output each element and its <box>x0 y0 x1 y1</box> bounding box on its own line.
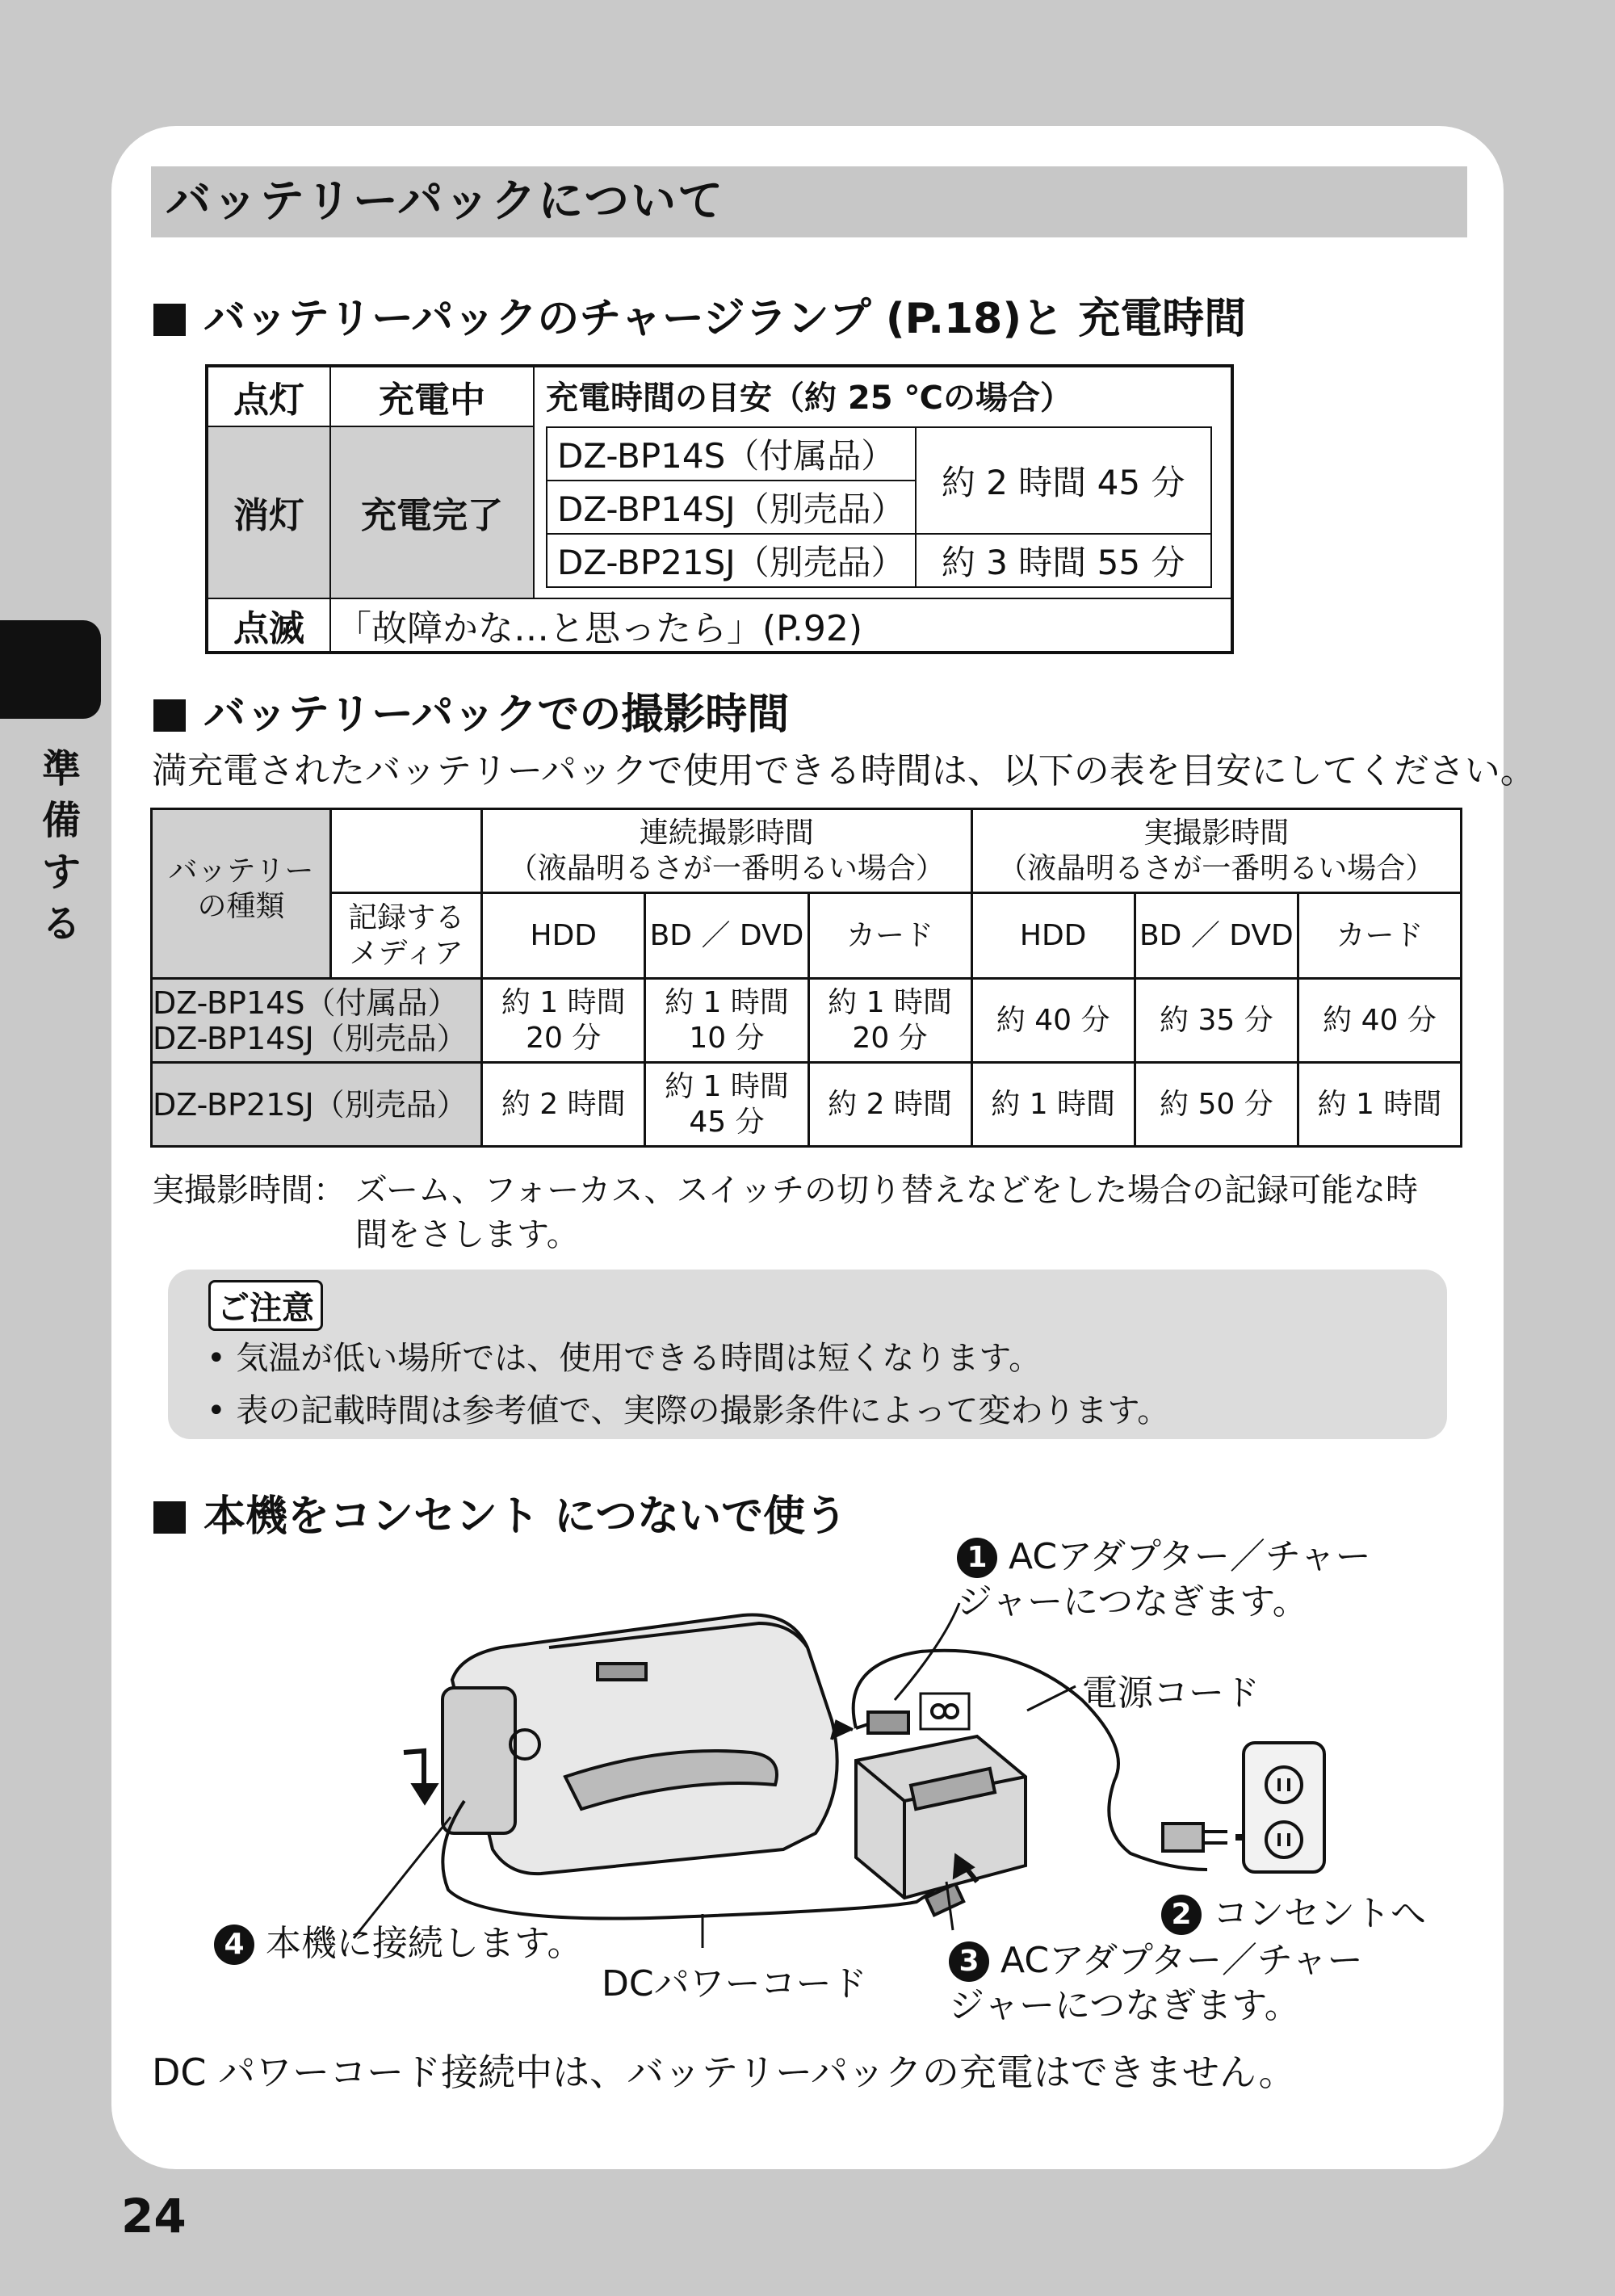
step3-label <box>949 1938 1363 2029</box>
lamp-on-cell: 点灯 <box>207 366 330 426</box>
charged-cell: 充電完了 <box>330 426 534 599</box>
media-cell: BD ／ DVD <box>645 893 808 979</box>
battery-type-header: バッテリー の種類 <box>152 809 331 979</box>
time-value-cell: 約 40 分 <box>971 979 1135 1063</box>
step1-label <box>957 1534 1371 1625</box>
time-value-cell: 約 1 時間 45 分 <box>645 1063 808 1147</box>
time-cell: 約 2 時間 45 分 <box>916 427 1211 534</box>
step-number-4: 4 <box>214 1925 254 1965</box>
ac-adapter-icon <box>856 1736 1026 1898</box>
step3-text: ACアダプター／チャー ジャーにつなぎます。 <box>949 1940 1363 2026</box>
caution-item-text: 気温が低い場所では、使用できる時間は短くなります。 <box>236 1340 1042 1377</box>
model-cell: DZ-BP14S（付属品） <box>547 427 916 481</box>
time-value-cell: 約 40 分 <box>1298 979 1461 1063</box>
time-value-cell: 約 1 時間 <box>971 1063 1135 1147</box>
battery-name-cell: DZ-BP21SJ（別売品） <box>152 1063 482 1147</box>
step-number-3: 3 <box>949 1941 989 1982</box>
caution-item: • 表の記載時間は参考値で、実際の撮影条件によって変わります。 <box>207 1392 1170 1429</box>
lamp-off-cell: 消灯 <box>207 426 330 599</box>
wall-outlet-icon <box>1244 1743 1324 1872</box>
step2-label <box>1161 1884 1426 1936</box>
camcorder-icon <box>443 1615 837 1874</box>
charge-time-heading: 充電時間の目安（約 25 ℃の場合） <box>546 380 1072 417</box>
time-value-cell: 約 35 分 <box>1135 979 1298 1063</box>
lamp-blink-cell: 点滅 <box>207 598 330 653</box>
time-cell: 約 3 時間 55 分 <box>916 534 1211 587</box>
heading-text: 本機をコンセント につないで使う <box>203 1492 848 1541</box>
footnote-label: 実撮影時間： <box>152 1172 346 1209</box>
battery-name-cell: DZ-BP14S（付属品） DZ-BP14SJ（別売品） <box>152 979 482 1063</box>
media-header: 記録する メディア <box>330 893 481 979</box>
media-cell: HDD <box>482 893 645 979</box>
footnote-line1: ズーム、フォーカス、スイッチの切り替えなどをした場合の記録可能な時 <box>355 1172 1418 1209</box>
model-cell: DZ-BP14SJ（別売品） <box>547 481 916 534</box>
time-value-cell: 約 2 時間 <box>808 1063 971 1147</box>
continuous-time-header: 連続撮影時間 （液晶明るさが一番明るい場合） <box>482 809 971 893</box>
media-cell: カード <box>808 893 971 979</box>
bottom-note: DC パワーコード接続中は、バッテリーパックの充電はできません。 <box>152 2050 1296 2094</box>
actual-time-header: 実撮影時間 （液晶明るさが一番明るい場合） <box>971 809 1461 893</box>
heading-text: バッテリーパックでの撮影時間 <box>203 690 790 739</box>
caution-item-text: 表の記載時間は参考値で、実際の撮影条件によって変わります。 <box>236 1392 1170 1429</box>
blink-info-cell: 「故障かな…と思ったら」(P.92) <box>330 598 1232 653</box>
step4-text: 本機に接続します。 <box>266 1923 583 1964</box>
step1-text: ACアダプター／チャー ジャーにつなぎます。 <box>957 1536 1371 1622</box>
caution-title: ご注意 <box>208 1280 323 1331</box>
time-value-cell: 約 2 時間 <box>482 1063 645 1147</box>
time-value-cell: 約 1 時間 <box>1298 1063 1461 1147</box>
step-number-2: 2 <box>1161 1895 1202 1935</box>
footnote-line2: 間をさします。 <box>355 1216 579 1253</box>
caution-item: • 気温が低い場所では、使用できる時間は短くなります。 <box>207 1340 1042 1377</box>
step4-label <box>214 1914 582 1966</box>
dc-cord-label: DCパワーコード <box>602 1963 867 2004</box>
power-cord-label: 電源コード <box>1082 1673 1260 1714</box>
side-tab-label: 準備する <box>41 746 81 947</box>
heading-text: バッテリーパックのチャージランプ (P.18)と 充電時間 <box>203 295 1247 343</box>
media-cell: BD ／ DVD <box>1135 893 1298 979</box>
step2-text: コンセントへ <box>1213 1893 1426 1934</box>
intro-text: 満充電されたバッテリーパックで使用できる時間は、以下の表を目安にしてください。 <box>152 750 1536 791</box>
page-number: 24 <box>121 2189 187 2244</box>
charging-cell: 充電中 <box>330 366 534 426</box>
model-cell: DZ-BP21SJ（別売品） <box>547 534 916 587</box>
time-value-cell: 約 1 時間 10 分 <box>645 979 808 1063</box>
media-cell: HDD <box>971 893 1135 979</box>
time-value-cell: 約 50 分 <box>1135 1063 1298 1147</box>
time-value-cell: 約 1 時間 20 分 <box>482 979 645 1063</box>
media-cell: カード <box>1298 893 1461 979</box>
time-value-cell: 約 1 時間 20 分 <box>808 979 971 1063</box>
step-number-1: 1 <box>957 1538 997 1578</box>
section-title: バッテリーパックについて <box>151 166 1467 237</box>
